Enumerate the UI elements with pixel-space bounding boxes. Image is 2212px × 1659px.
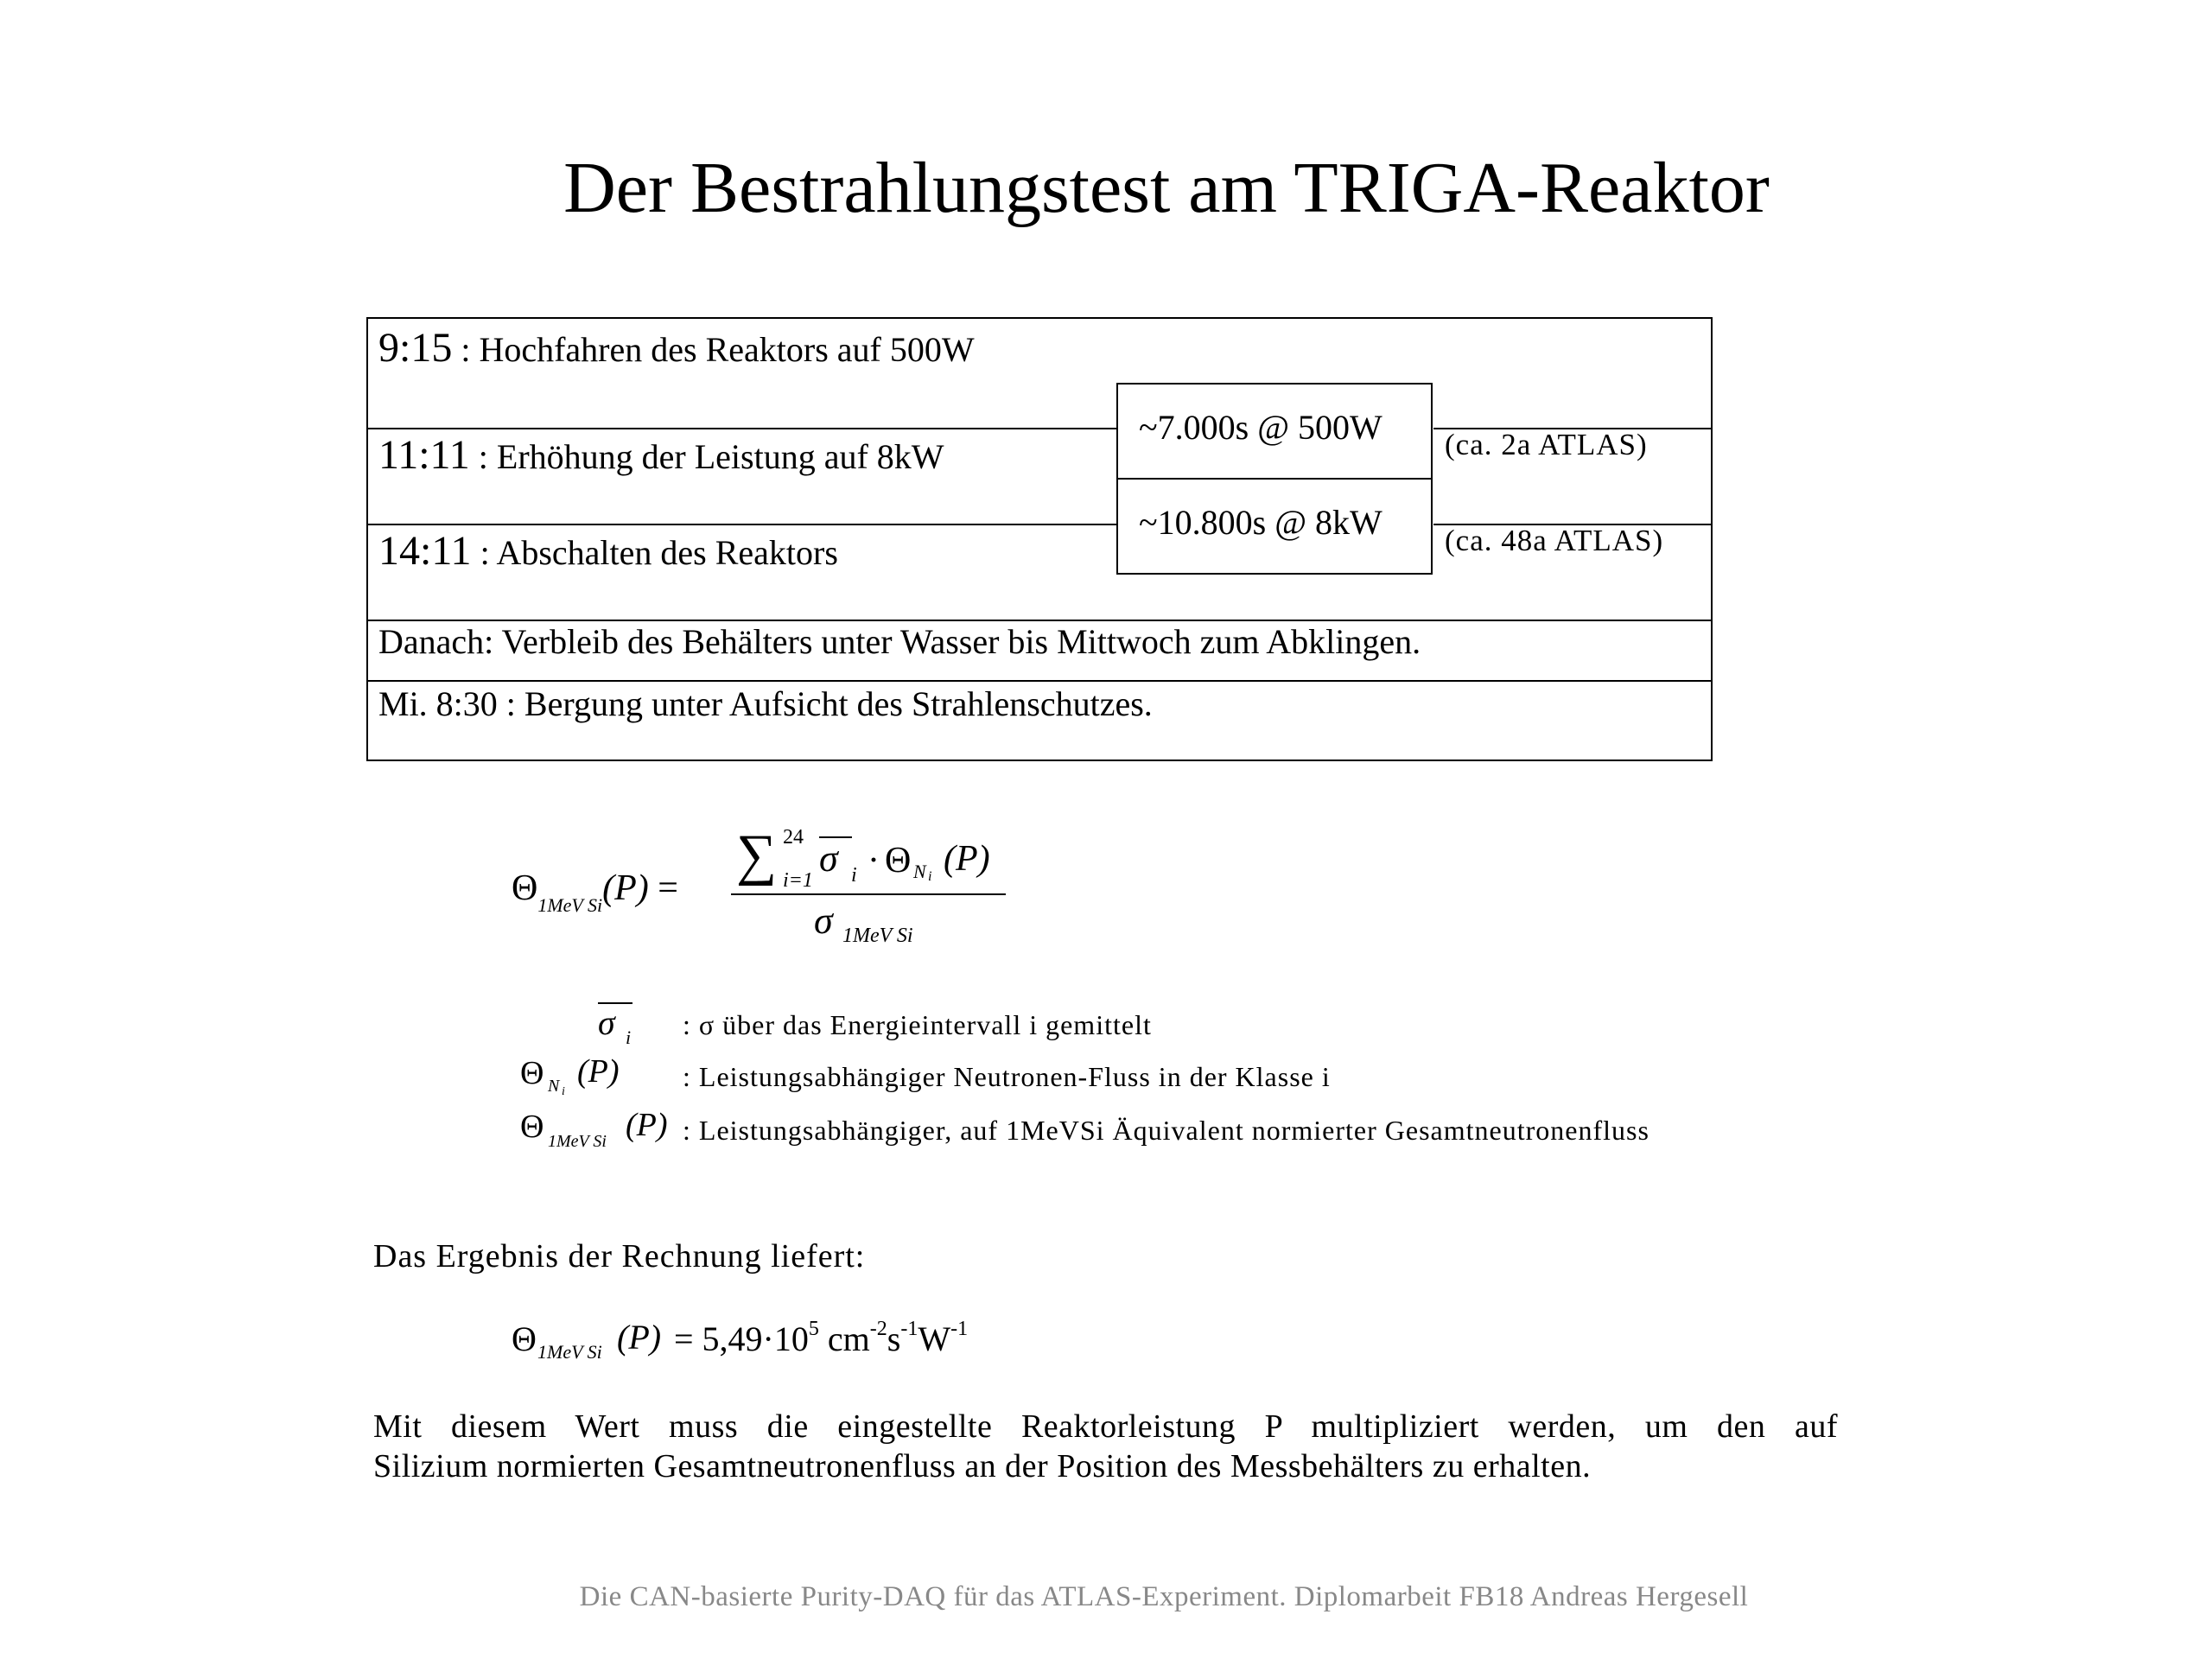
formula-argument: (P)	[944, 839, 990, 879]
schedule-text: : Abschalten des Reaktors	[471, 533, 838, 572]
paragraph-line: Silizium normierten Gesamtneutronenfluss an der Position des Messbehälters zu erhalten.	[373, 1448, 1592, 1484]
schedule-after-text: Danach: Verbleib des Behälters unter Wasser bis Mittwoch zum Abklingen.	[378, 622, 1421, 661]
formula-argument: (P)	[577, 1053, 620, 1090]
result-number: = 5,49·10	[674, 1319, 809, 1358]
result-intro: Das Ergebnis der Rechnung liefert:	[373, 1238, 866, 1274]
sigma-symbol: σ	[598, 1003, 615, 1042]
unit-cm: cm	[818, 1319, 870, 1358]
duration-value: ~10.800s @ 8kW	[1139, 503, 1382, 542]
explanation-paragraph	[373, 1407, 1838, 1486]
unit-s: s	[887, 1319, 901, 1358]
sigma-subscript: i	[626, 1027, 632, 1048]
schedule-text: : Erhöhung der Leistung auf 8kW	[469, 437, 944, 476]
atlas-equivalent-note: (ca. 2a ATLAS)	[1445, 428, 1648, 461]
formula-subscript: 1MeV Si	[548, 1132, 607, 1151]
sum-lower-limit: i=1	[783, 869, 813, 892]
schedule-table	[366, 317, 1713, 761]
atlas-equivalent-note: (ca. 48a ATLAS)	[1445, 524, 1664, 557]
dot-operator: ·	[868, 841, 880, 880]
fraction-line	[731, 893, 1006, 895]
formula-argument: (P)	[602, 868, 649, 908]
schedule-row	[378, 527, 838, 575]
flux-subscript-index: i	[928, 869, 932, 884]
row-divider	[368, 680, 1711, 682]
page-title: Der Bestrahlungstest am TRIGA-Reaktor	[563, 148, 1770, 228]
formula-argument: (P)	[617, 1318, 662, 1357]
formula-subscript: 1MeV Si	[537, 894, 603, 916]
theta-symbol: Θ	[512, 1319, 537, 1358]
result-exponent: 5	[808, 1317, 819, 1340]
row-divider	[368, 428, 1126, 429]
equals-sign: =	[658, 868, 678, 908]
unit-w: W	[918, 1319, 951, 1358]
theta-symbol: Θ	[520, 1055, 544, 1091]
duration-divider	[1118, 478, 1431, 480]
schedule-time: 11:11	[378, 432, 470, 478]
sigma-symbol: σ	[819, 837, 838, 880]
unit-exponent: -1	[950, 1317, 969, 1340]
result-value	[674, 1319, 968, 1359]
theta-symbol: Θ	[885, 841, 912, 880]
unit-exponent: -2	[869, 1317, 887, 1340]
formula-subscript: 1MeV Si	[537, 1341, 602, 1363]
schedule-text: : Hochfahren des Reaktors auf 500W	[452, 330, 975, 369]
legend-description: : Leistungsabhängiger, auf 1MeVSi Äquivalent normierter Gesamtneutronenfluss	[683, 1115, 1649, 1146]
row-divider	[368, 524, 1126, 525]
formula-lhs	[512, 868, 678, 916]
schedule-row	[378, 431, 944, 479]
sigma-subscript: 1MeV Si	[842, 925, 913, 947]
flux-subscript: N	[548, 1077, 560, 1096]
formula-argument: (P)	[626, 1107, 668, 1143]
page-footer: Die CAN-basierte Purity-DAQ für das ATLAS-Experiment. Diplomarbeit FB18 Andreas Hergesell	[579, 1581, 1749, 1612]
theta-symbol: Θ	[520, 1109, 544, 1145]
schedule-time: 14:11	[378, 528, 472, 574]
sum-symbol: ∑	[736, 823, 778, 887]
duration-box	[1116, 383, 1433, 575]
flux-subscript: N	[913, 861, 926, 882]
unit-exponent: -1	[900, 1317, 918, 1340]
duration-value: ~7.000s @ 500W	[1139, 408, 1382, 447]
sum-upper-limit: 24	[783, 826, 804, 849]
schedule-recovery-text: Mi. 8:30 : Bergung unter Aufsicht des Strahlenschutzes.	[378, 684, 1153, 723]
paragraph-line: Mit diesem Wert muss die eingestellte Reaktorleistung P multipliziert werden, um den auf	[373, 1408, 1838, 1445]
theta-symbol: Θ	[512, 868, 538, 908]
legend-description: : Leistungsabhängiger Neutronen-Fluss in der Klasse i	[683, 1061, 1331, 1092]
schedule-time: 9:15	[378, 325, 453, 371]
schedule-row	[378, 324, 975, 372]
sigma-symbol: σ	[814, 899, 833, 942]
flux-subscript-index: i	[562, 1085, 565, 1098]
sigma-subscript: i	[851, 864, 857, 887]
legend-description: : σ über das Energieintervall i gemittelt	[683, 1009, 1152, 1040]
